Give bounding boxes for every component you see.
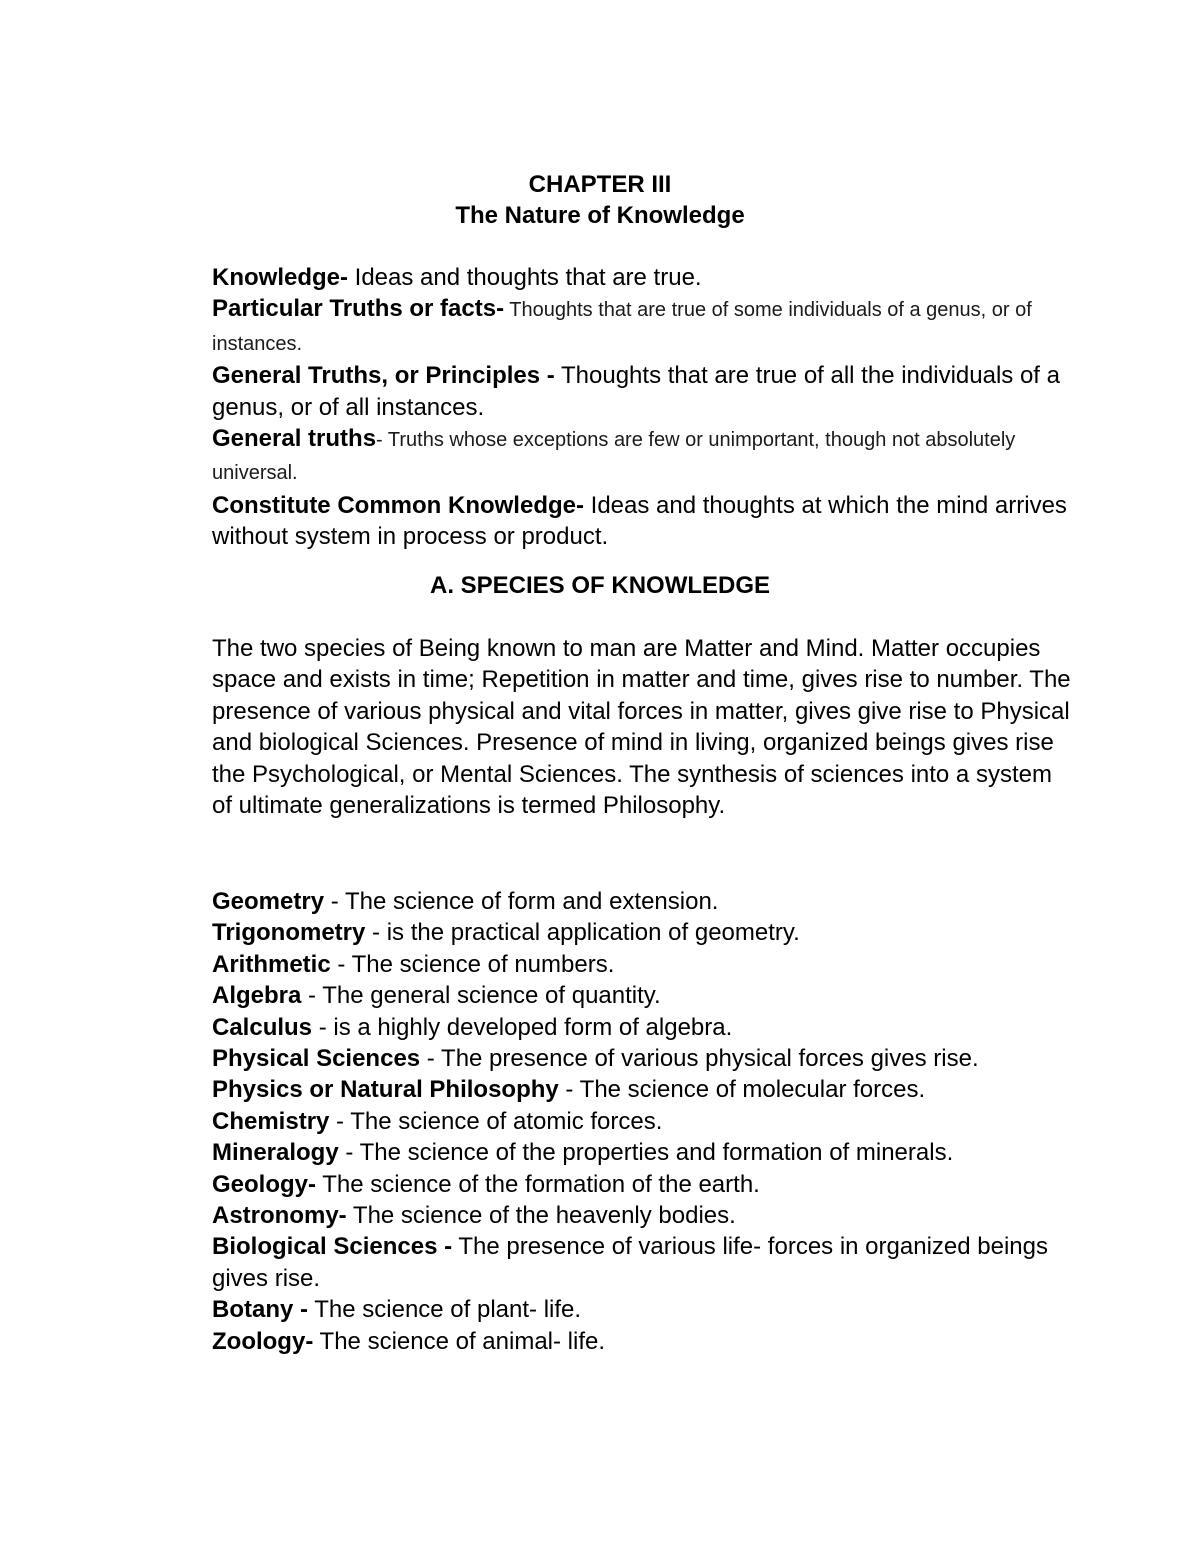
chapter-number: CHAPTER III: [528, 171, 672, 198]
science-term: Geometry: [212, 888, 325, 915]
sciences-list: [212, 886, 1072, 1357]
definition-term: General Truths, or Principles -: [212, 362, 555, 390]
chapter-title: The Nature of Knowledge: [455, 202, 745, 229]
definitions-list: [212, 262, 1072, 553]
science-definition: The science of animal- life.: [313, 1327, 606, 1355]
science-term: Geology-: [212, 1170, 317, 1198]
science-term: Chemistry: [212, 1107, 330, 1135]
definition-entry-common-knowledge: [212, 490, 1072, 553]
science-term: Zoology-: [212, 1327, 314, 1355]
science-definition: The presence of various life- forces in organized beings gives rise.: [212, 1233, 1048, 1292]
science-entry-physics: [212, 1074, 1072, 1105]
definition-term: General truths: [212, 425, 377, 453]
science-definition: - is a highly developed form of algebra.: [312, 1013, 733, 1041]
science-entry-geometry: [212, 886, 1072, 917]
science-definition: The science of the formation of the earth.: [316, 1170, 760, 1198]
definition-entry-knowledge: [212, 262, 1072, 293]
science-term: Physical Sciences: [212, 1045, 421, 1073]
definition-entry-general-truths: [212, 423, 1072, 490]
definition-text: - Truths whose exceptions are few or unimportant, though not absolutely universal.: [212, 429, 1016, 485]
science-entry-zoology: [212, 1326, 1072, 1357]
science-definition: - The general science of quantity.: [301, 982, 661, 1010]
science-definition: The science of plant- life.: [308, 1296, 582, 1324]
definition-term: Particular Truths or facts-: [212, 295, 505, 323]
science-definition: - The presence of various physical forces gives rise.: [420, 1045, 979, 1073]
science-term: Botany -: [212, 1296, 308, 1324]
science-entry-physical-sciences: [212, 1043, 1072, 1074]
definition-text: Ideas and thoughts that are true.: [348, 264, 702, 291]
science-term: Trigonometry: [212, 919, 366, 947]
science-term: Algebra: [212, 982, 302, 1010]
science-term: Arithmetic: [212, 950, 331, 978]
definition-term: Knowledge-: [212, 264, 348, 291]
science-definition: - The science of the properties and formation of minerals.: [338, 1139, 954, 1167]
science-term: Mineralogy: [212, 1139, 339, 1167]
science-definition: - is the practical application of geometry.: [365, 919, 800, 947]
science-term: Astronomy-: [212, 1202, 347, 1230]
science-term: Physics or Natural Philosophy: [212, 1076, 559, 1104]
science-entry-astronomy: [212, 1200, 1072, 1231]
science-definition: - The science of form and extension.: [324, 888, 719, 915]
section-heading: A. SPECIES OF KNOWLEDGE: [429, 572, 771, 599]
science-entry-calculus: [212, 1012, 1072, 1043]
science-entry-biological-sciences: [212, 1231, 1072, 1294]
science-term: Biological Sciences -: [212, 1233, 453, 1261]
science-entry-arithmetic: [212, 949, 1072, 980]
science-entry-geology: [212, 1169, 1072, 1200]
definition-text: Thoughts that are true of some individuals of a genus, or of instances.: [212, 299, 1032, 355]
science-entry-botany: [212, 1294, 1072, 1325]
science-entry-trigonometry: [212, 917, 1072, 948]
science-definition: - The science of molecular forces.: [558, 1076, 926, 1104]
section-paragraph: The two species of Being known to man are Matter and Mind. Matter occupies space and exists in time; Repetition in matter and time, gives rise to number. The presence of various physical and vital forces in matter, gives give rise to Physical and biological Sciences. Presence of mind in living, organized beings gives rise the Psychological, or Mental Sciences. The synthesis of sciences into a system of ultimate generalizations is termed Philosophy.: [212, 635, 1071, 820]
definition-entry-general-truths-principles: [212, 360, 1072, 423]
definition-text: Ideas and thoughts at which the mind arrives without system in process or product.: [212, 491, 1067, 551]
definition-text: Thoughts that are true of all the individuals of a genus, or of all instances.: [212, 362, 1060, 421]
science-definition: The science of the heavenly bodies.: [346, 1202, 736, 1230]
science-definition: - The science of atomic forces.: [329, 1107, 663, 1135]
science-term: Calculus: [212, 1013, 313, 1041]
science-entry-mineralogy: [212, 1137, 1072, 1168]
section-paragraph-block: [212, 633, 1072, 821]
science-entry-chemistry: [212, 1106, 1072, 1137]
science-entry-algebra: [212, 980, 1072, 1011]
definition-entry-particular-truths: [212, 293, 1072, 360]
science-definition: - The science of numbers.: [330, 950, 615, 978]
definition-term: Constitute Common Knowledge-: [212, 491, 584, 519]
